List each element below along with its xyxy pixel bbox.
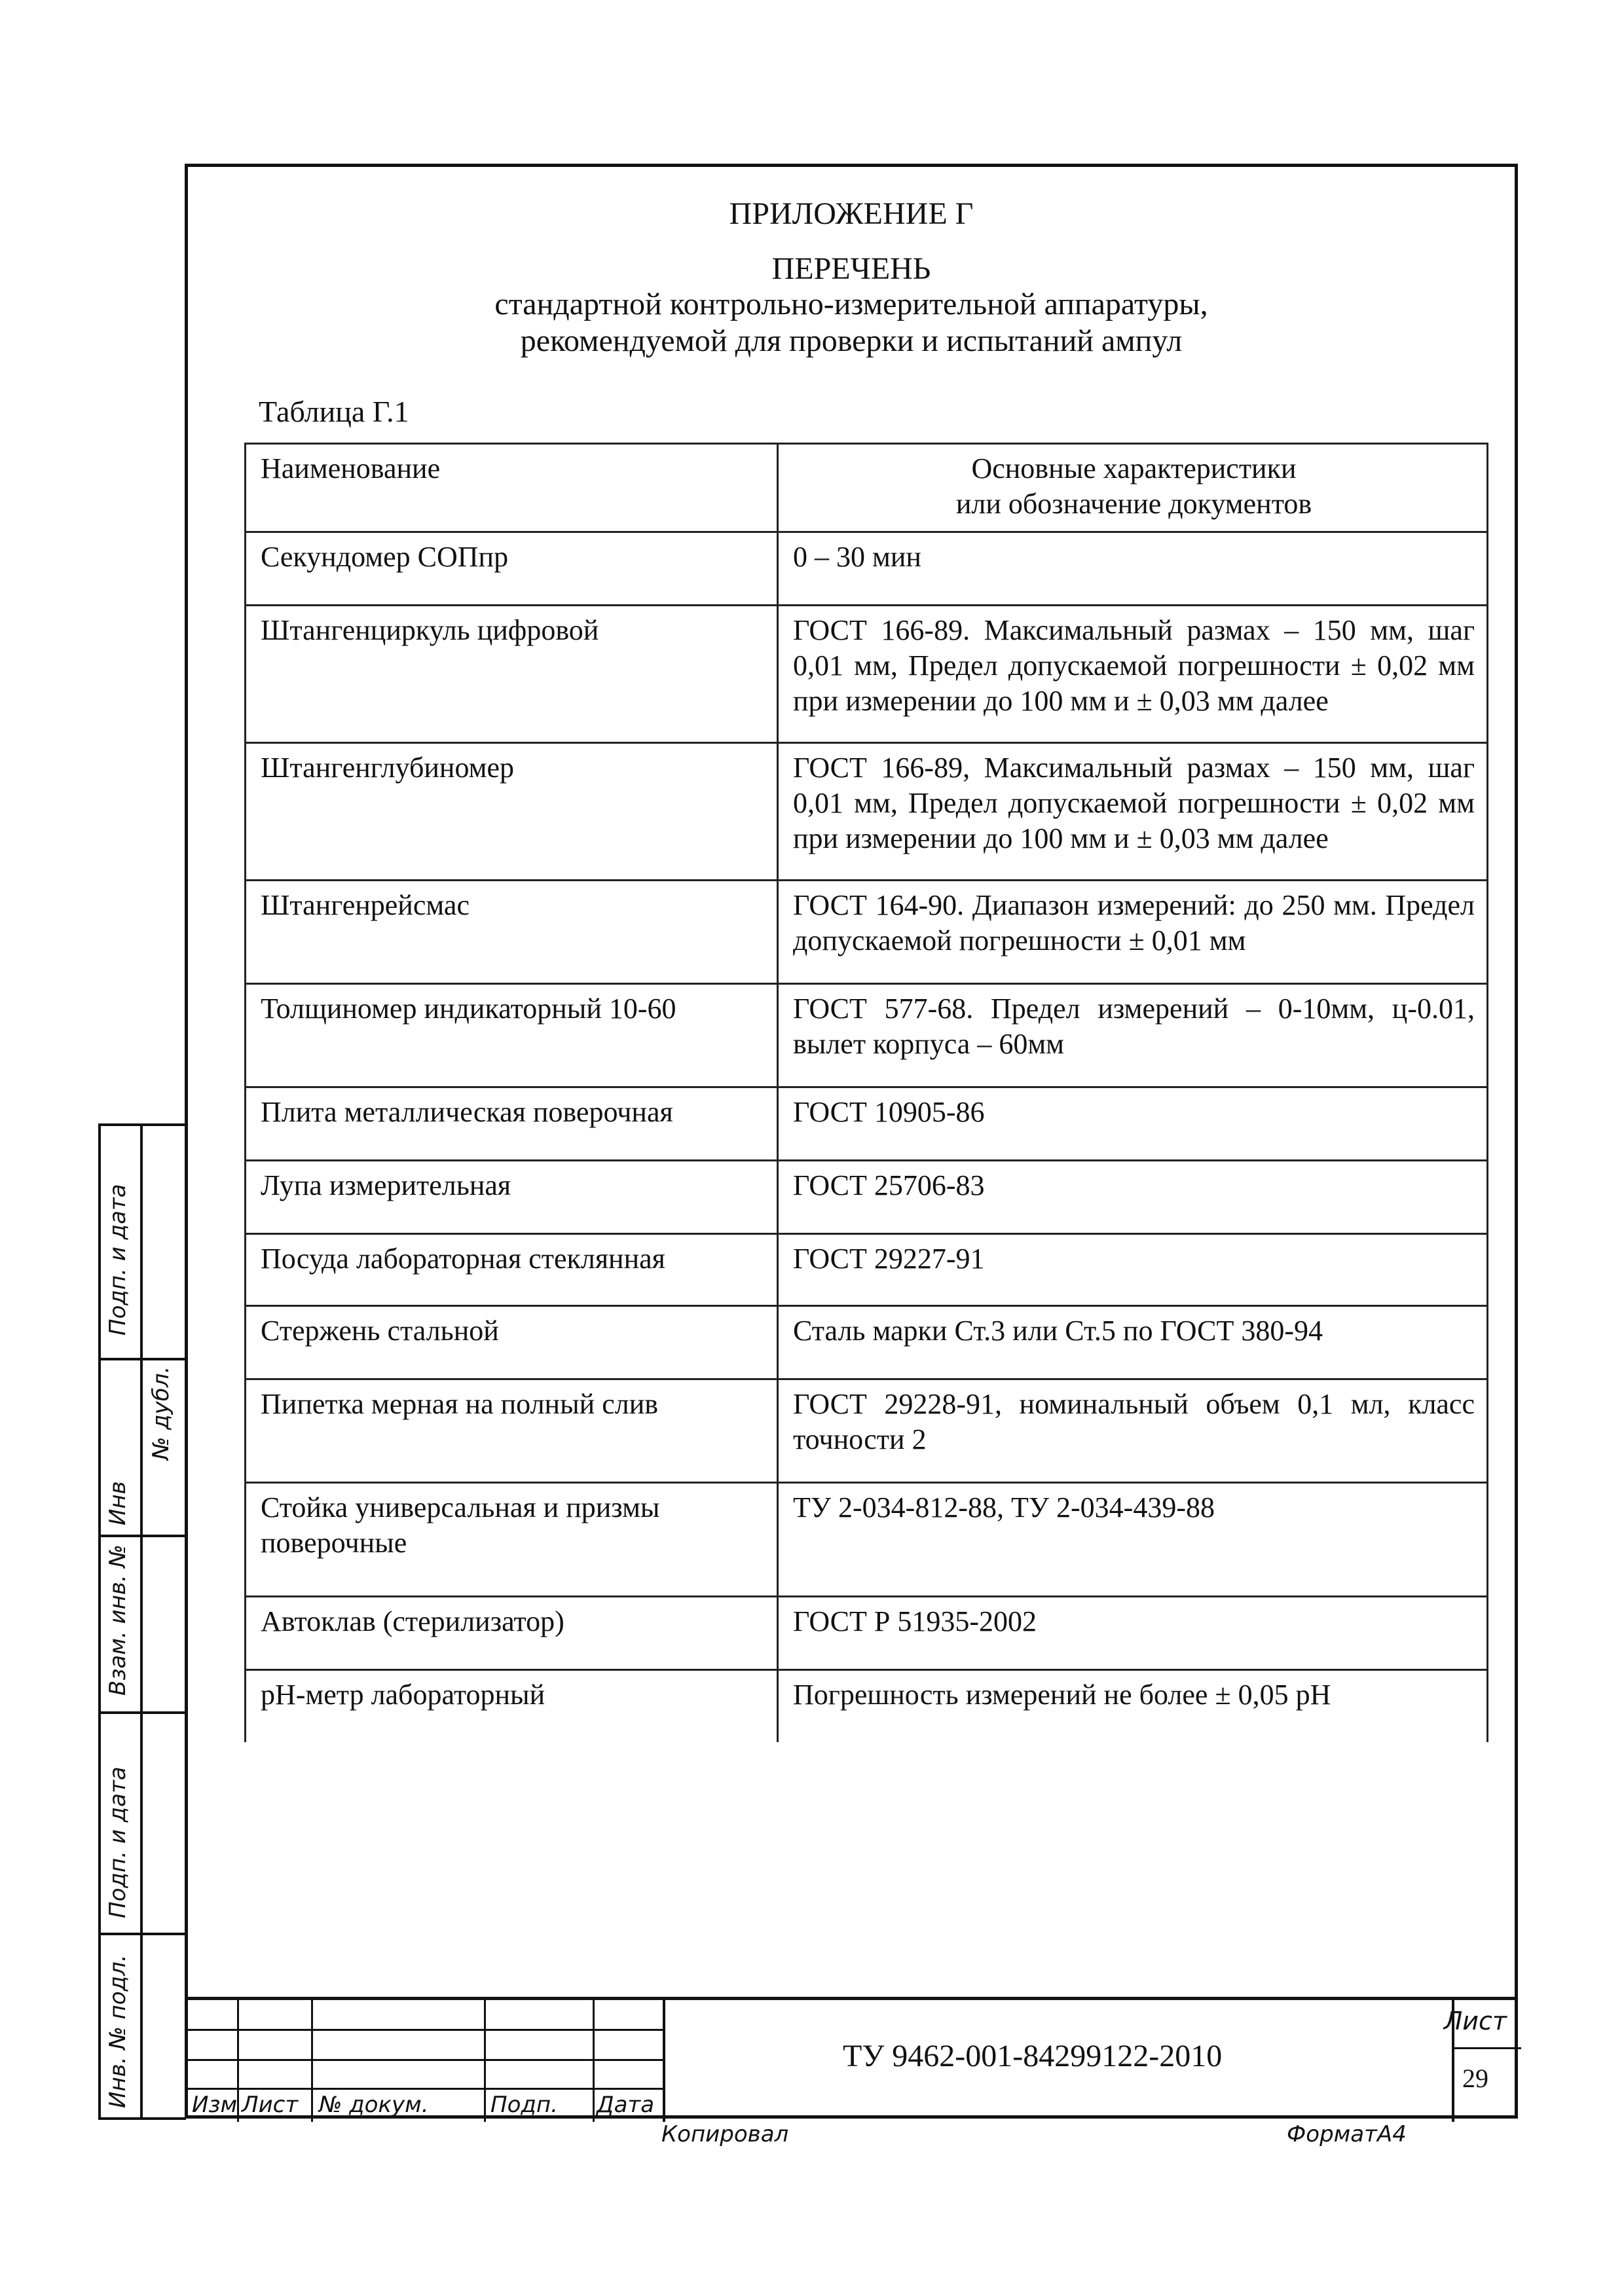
table-header-row	[246, 444, 1488, 532]
equipment-characteristics: Погрешность измерений не более ± 0,05 pH	[778, 1670, 1488, 1742]
equipment-characteristics: ГОСТ 577-68. Предел измерений – 0-10мм, ц-0.01, вылет корпуса – 60мм	[778, 984, 1488, 1087]
equipment-characteristics: ГОСТ Р 51935-2002	[778, 1597, 1488, 1670]
equipment-characteristics: ГОСТ 166-89, Максимальный размах – 150 мм, шаг 0,01 мм, Предел допускаемой погрешности ± 0,02 мм при измерении до 100 мм и ± 0,03 мм далее	[778, 743, 1488, 881]
document-number: ТУ 9462-001-84299122-2010	[843, 2039, 1223, 2073]
table-row	[246, 743, 1488, 881]
original-inventory-label: Инв. № подл.	[105, 1954, 131, 2108]
subtitle-line-2: рекомендуемой для проверки и испытаний ампул	[520, 323, 1183, 358]
table-row	[246, 1087, 1488, 1161]
table-row	[246, 1597, 1488, 1670]
equipment-name: Посуда лабораторная стеклянная	[246, 1234, 778, 1306]
table-row	[246, 1670, 1488, 1742]
equipment-characteristics: ГОСТ 29228-91, номинальный объем 0,1 мл, класс точности 2	[778, 1379, 1488, 1483]
equipment-name: Лупа измерительная	[246, 1161, 778, 1234]
format-label: ФорматА4	[1287, 2121, 1407, 2147]
inventory-label: Инв	[105, 1481, 131, 1525]
date-column-label: Дата	[597, 2092, 655, 2118]
title-block	[185, 1997, 1518, 2119]
sheet-number: 29	[1462, 2064, 1488, 2093]
equipment-name: Секундомер СОПпр	[246, 532, 778, 606]
change-column-label: Изм	[192, 2092, 238, 2118]
equipment-name: Штангенрейсмас	[246, 881, 778, 984]
table-row	[246, 881, 1488, 984]
sign-date-label: Подп. и дата	[105, 1184, 131, 1336]
table-row	[246, 984, 1488, 1087]
equipment-name: Толщиномер индикаторный 10-60	[246, 984, 778, 1087]
document-number-column-label: № докум.	[319, 2092, 429, 2118]
equipment-name: Пипетка мерная на полный слив	[246, 1379, 778, 1483]
table-row	[246, 532, 1488, 606]
equipment-characteristics: Сталь марки Ст.3 или Ст.5 по ГОСТ 380-94	[778, 1306, 1488, 1379]
table-row	[246, 1306, 1488, 1379]
equipment-characteristics: ТУ 2-034-812-88, ТУ 2-034-439-88	[778, 1483, 1488, 1597]
table-row	[246, 1483, 1488, 1597]
subtitle-line-1: стандартной контрольно-измерительной аппаратуры,	[494, 287, 1208, 321]
equipment-characteristics: ГОСТ 25706-83	[778, 1161, 1488, 1234]
table-row	[246, 1379, 1488, 1483]
appendix-title: ПРИЛОЖЕНИЕ Г	[729, 196, 974, 231]
equipment-name: Штангенглубиномер	[246, 743, 778, 881]
equipment-name: Плита металлическая поверочная	[246, 1087, 778, 1161]
table-row	[246, 1234, 1488, 1306]
column-header-characteristics: Основные характеристики или обозначение документов	[778, 444, 1488, 532]
list-title: ПЕРЕЧЕНЬ	[771, 251, 931, 286]
equipment-characteristics: ГОСТ 29227-91	[778, 1234, 1488, 1306]
table-caption: Таблица Г.1	[259, 395, 409, 428]
copied-by-label: Копировал	[661, 2121, 789, 2147]
sheet-column-label: Лист	[242, 2092, 299, 2118]
equipment-name: Штангенциркуль цифровой	[246, 606, 778, 743]
equipment-name: Стойка универсальная и призмы поверочные	[246, 1483, 778, 1597]
table-row	[246, 1161, 1488, 1234]
duplicate-number-label: № дубл.	[148, 1366, 174, 1460]
replacement-inventory-label: Взам. инв. №	[105, 1544, 131, 1696]
equipment-characteristics: ГОСТ 10905-86	[778, 1087, 1488, 1161]
equipment-characteristics: 0 – 30 мин	[778, 532, 1488, 606]
equipment-table	[244, 443, 1488, 1742]
equipment-characteristics: ГОСТ 166-89. Максимальный размах – 150 мм, шаг 0,01 мм, Предел допускаемой погрешности ± 0,02 мм при измерении до 100 мм и ± 0,03 мм далее	[778, 606, 1488, 743]
equipment-characteristics: ГОСТ 164-90. Диапазон измерений: до 250 мм. Предел допускаемой погрешности ± 0,01 мм	[778, 881, 1488, 984]
equipment-name: Стержень стальной	[246, 1306, 778, 1379]
sheet-label: Лист	[1443, 2007, 1507, 2035]
sign-date-label-2: Подп. и дата	[105, 1766, 131, 1918]
table-row	[246, 606, 1488, 743]
column-header-name: Наименование	[246, 444, 778, 532]
equipment-name: pH-метр лабораторный	[246, 1670, 778, 1742]
equipment-name: Автоклав (стерилизатор)	[246, 1597, 778, 1670]
signature-column-label: Подп.	[490, 2092, 558, 2118]
